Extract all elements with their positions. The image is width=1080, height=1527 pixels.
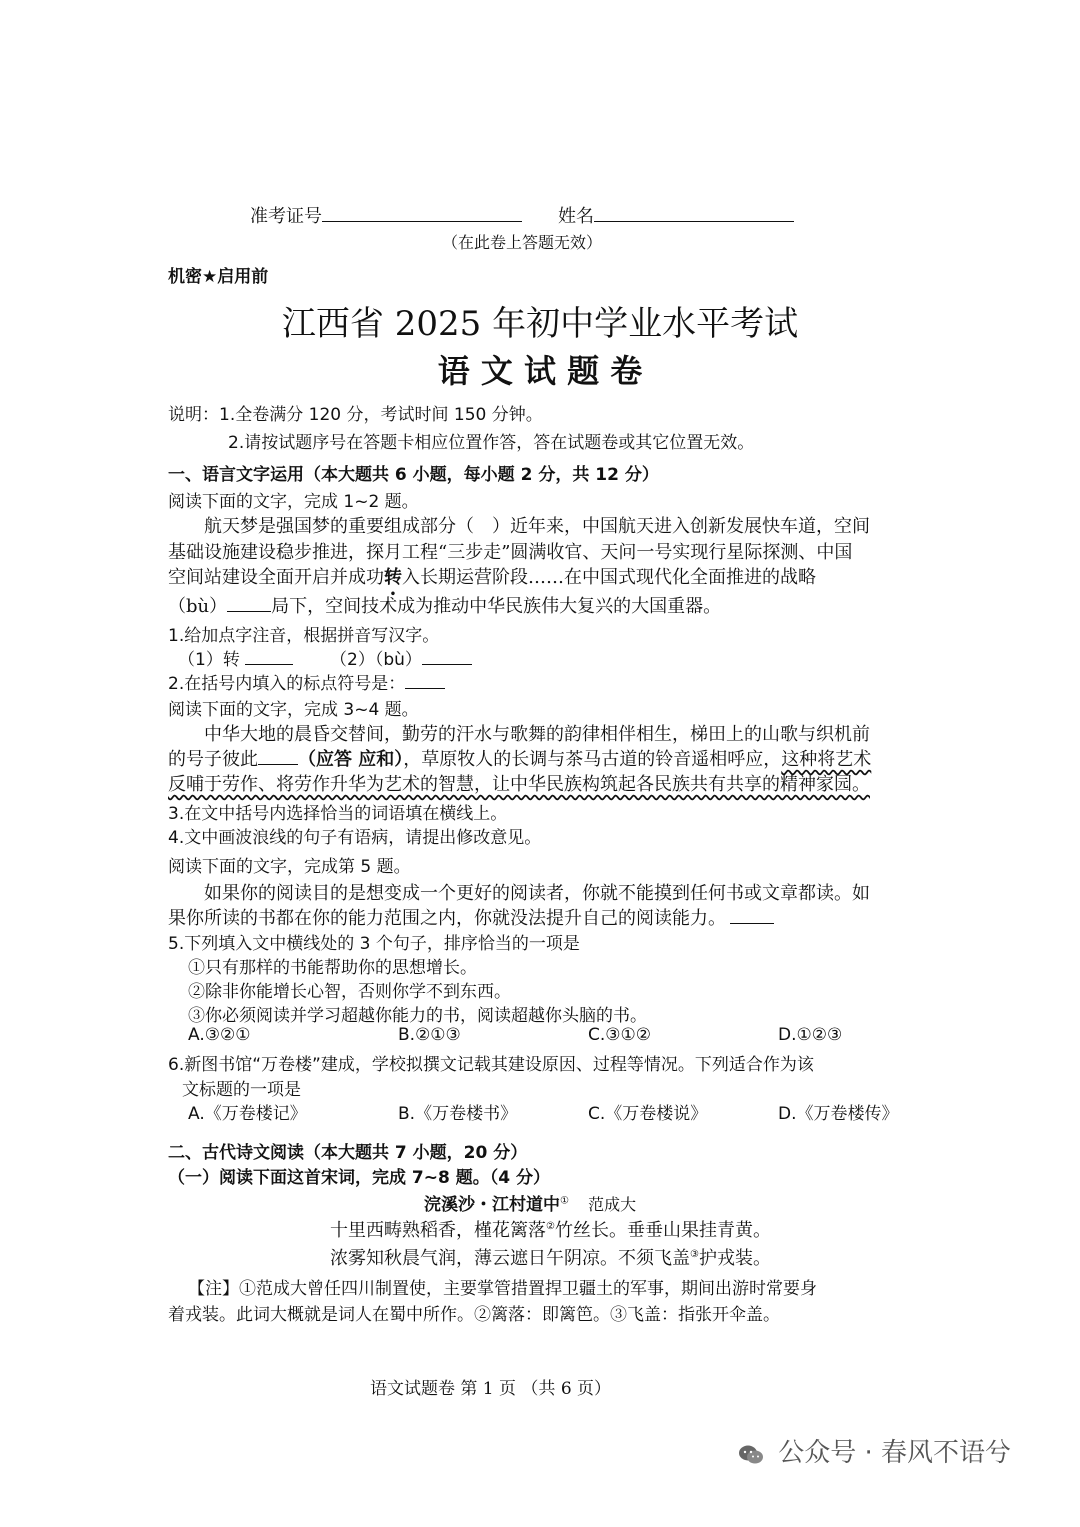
poem-line-2-b: 护戎装。 bbox=[698, 1248, 771, 1269]
question-2 bbox=[168, 669, 445, 694]
answer-blank bbox=[258, 746, 298, 765]
passage3-line2-text: 果你所读的书都在你的能力范围之内，你就没法提升自己的阅读能力。 bbox=[168, 908, 726, 929]
name-blank bbox=[594, 203, 794, 222]
paper-subtitle: 语 文 试 题 卷 bbox=[437, 352, 643, 390]
section2-sub1: （一）阅读下面这首宋词，完成 7~8 题。（4 分） bbox=[168, 1168, 550, 1188]
q5-sentence-3: ③你必须阅读并学习超越你能力的书，阅读超越你头脑的书。 bbox=[188, 1006, 647, 1026]
exam-id-field bbox=[250, 202, 522, 228]
q2-text: 2.在括号内填入的标点符号是： bbox=[168, 674, 406, 694]
q6-option-b: B.《万卷楼书》 bbox=[398, 1104, 518, 1124]
dotted-char: 转 bbox=[384, 567, 402, 588]
passage2-line1: 中华大地的晨昏交替间，勤劳的汗水与歌舞的韵律相伴相生，梯田上的山歌与织机前 bbox=[204, 724, 870, 745]
passage1-line3-b: 入长期运营阶段……在中国式现代化全面推进的战略 bbox=[402, 567, 816, 588]
exam-id-blank bbox=[322, 203, 522, 222]
passage1-line4 bbox=[168, 592, 721, 618]
poem-line-2 bbox=[330, 1244, 771, 1270]
question-5: 5.下列填入文中横线处的 3 个句子，排序恰当的一项是 bbox=[168, 934, 580, 954]
annotation-line-2: 着戎装。此词大概就是词人在蜀中所作。②篱落：即篱笆。③飞盖：指张开伞盖。 bbox=[168, 1305, 780, 1325]
question-1-part-b bbox=[330, 645, 472, 670]
question-3: 3.在文中括号内选择恰当的词语填在横线上。 bbox=[168, 804, 508, 824]
passage2-line2-b: ，草原牧人的长调与茶马古道的铃音遥相呼应， bbox=[403, 749, 782, 770]
q5-sentence-2: ②除非你能增长心智，否则你学不到东西。 bbox=[188, 982, 511, 1002]
poem-line-1 bbox=[330, 1216, 771, 1242]
footnote-mark: ② bbox=[546, 1221, 555, 1232]
answer-blank bbox=[405, 670, 445, 689]
watermark-text: 公众号 · 春风不语兮 bbox=[778, 1438, 1012, 1468]
wechat-icon bbox=[738, 1443, 764, 1465]
exam-title: 江西省 2025 年初中学业水平考试 bbox=[281, 304, 799, 344]
answer-blank bbox=[730, 905, 774, 924]
poem-title-text: 浣溪沙・江村道中 bbox=[424, 1195, 560, 1215]
footnote-mark: ① bbox=[560, 1195, 569, 1207]
read-prompt-2: 阅读下面的文字，完成 3~4 题。 bbox=[168, 700, 419, 720]
read-prompt-1: 阅读下面的文字，完成 1~2 题。 bbox=[168, 492, 419, 512]
section1-heading: 一、语言文字运用（本大题共 6 小题，每小题 2 分，共 12 分） bbox=[168, 465, 659, 485]
page-footer: 语文试题卷 第 1 页 （共 6 页） bbox=[370, 1379, 612, 1399]
pinyin-bu: （bù） bbox=[168, 596, 228, 617]
exam-id-label: 准考证号 bbox=[250, 206, 322, 227]
poem-line-1-b: 竹丝长。垂垂山果挂青黄。 bbox=[554, 1220, 771, 1241]
instruction-1: 说明：1.全卷满分 120 分，考试时间 150 分钟。 bbox=[168, 405, 543, 425]
wavy-sentence-end: 反哺于劳作、将劳作升华为艺术的智慧，让中华民族构筑起各民族共有共享的精神家园。 bbox=[168, 774, 870, 795]
question-1-part-a bbox=[178, 645, 293, 670]
passage1-line2: 基础设施建设稳步推进，探月工程“三步走”圆满收官、天问一号实现行星际探测、中国 bbox=[168, 542, 853, 563]
question-6-line1: 6.新图书馆“万卷楼”建成，学校拟撰文记载其建设原因、过程等情况。下列适合作为该 bbox=[168, 1055, 814, 1075]
passage1-line4-b: 局下，空间技术成为推动中华民族伟大复兴的大国重器。 bbox=[271, 596, 722, 617]
q1-b-label: （2）（bù） bbox=[330, 650, 422, 670]
section2-heading: 二、古代诗文阅读（本大题共 7 小题，20 分） bbox=[168, 1143, 528, 1163]
footnote-mark: ③ bbox=[690, 1249, 699, 1260]
passage1-line3 bbox=[168, 563, 816, 589]
name-label: 姓名 bbox=[558, 206, 594, 227]
answer-blank bbox=[227, 593, 271, 612]
read-prompt-3: 阅读下面的文字，完成第 5 题。 bbox=[168, 857, 411, 877]
instruction-2: 2.请按试题序号在答题卡相应位置作答，答在试题卷或其它位置无效。 bbox=[228, 433, 755, 453]
passage1-line3-a: 空间站建设全面开启并成功 bbox=[168, 567, 384, 588]
passage2-line2 bbox=[168, 745, 871, 771]
question-6-line2: 文标题的一项是 bbox=[182, 1080, 301, 1100]
answer-blank bbox=[245, 646, 293, 665]
passage3-line2 bbox=[168, 904, 774, 930]
q6-option-d: D.《万卷楼传》 bbox=[778, 1104, 899, 1124]
annotation-line-1: 【注】①范成大曾任四川制置使，主要掌管措置捍卫疆土的军事，期间出游时常要身 bbox=[188, 1279, 817, 1299]
question-4: 4.文中画波浪线的句子有语病，请提出修改意见。 bbox=[168, 828, 542, 848]
question-1: 1.给加点字注音，根据拼音写汉字。 bbox=[168, 626, 440, 646]
passage3-line1: 如果你的阅读目的是想变成一个更好的阅读者，你就不能摸到任何书或文章都读。如 bbox=[204, 883, 870, 904]
wavy-sentence-start: 这种将艺术 bbox=[781, 749, 872, 770]
watermark bbox=[738, 1432, 1011, 1469]
q5-option-b: B.②①③ bbox=[398, 1025, 461, 1045]
invalid-note: （在此卷上答题无效） bbox=[442, 233, 603, 252]
poem-line-1-a: 十里西畴熟稻香，槿花篱落 bbox=[330, 1220, 546, 1241]
secret-label: 机密★启用前 bbox=[168, 267, 269, 287]
passage2-line2-a: 的号子彼此 bbox=[168, 749, 258, 770]
answer-blank bbox=[422, 646, 472, 665]
q5-option-a: A.③②① bbox=[188, 1025, 251, 1045]
poem-author: 范成大 bbox=[588, 1195, 637, 1214]
q5-option-c: C.③①② bbox=[588, 1025, 651, 1045]
poem-line-2-a: 浓雾知秋晨气润，薄云遮日午阴凉。不须飞盖 bbox=[330, 1248, 690, 1269]
passage1-line1: 航天梦是强国梦的重要组成部分（ ）近年来，中国航天进入创新发展快车道，空间 bbox=[204, 516, 870, 537]
q5-sentence-1: ①只有那样的书能帮助你的思想增长。 bbox=[188, 958, 477, 978]
q5-option-d: D.①②③ bbox=[778, 1025, 843, 1045]
q1-a-label: （1）转 bbox=[178, 650, 240, 670]
name-field bbox=[558, 202, 794, 228]
q6-option-c: C.《万卷楼说》 bbox=[588, 1104, 708, 1124]
word-choice: （应答 应和） bbox=[298, 749, 404, 770]
q6-option-a: A.《万卷楼记》 bbox=[188, 1104, 307, 1124]
poem-title bbox=[424, 1190, 636, 1215]
